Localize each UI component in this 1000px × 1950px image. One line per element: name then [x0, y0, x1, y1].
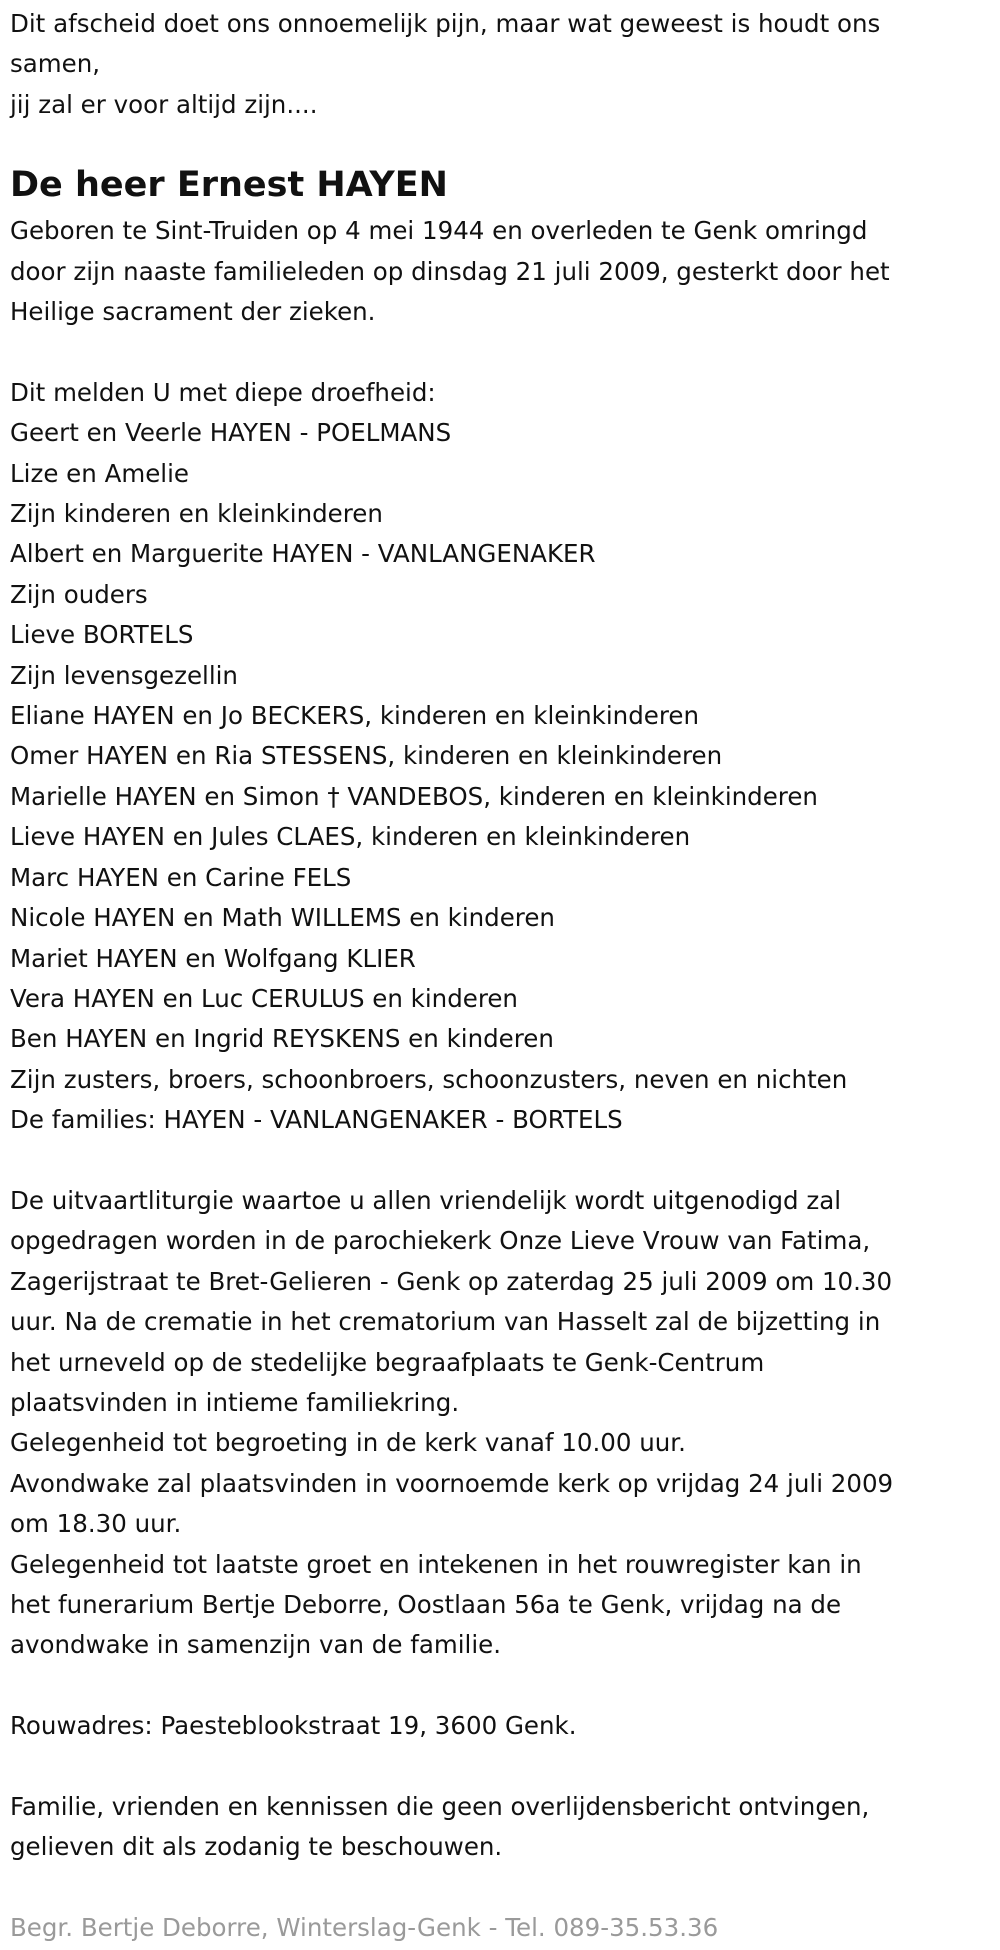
- family-line: Geert en Veerle HAYEN - POELMANS: [10, 418, 452, 448]
- text-line: opgedragen worden in de parochiekerk Onze Lieve Vrouw van Fatima,: [10, 1226, 871, 1256]
- spacer: [10, 1141, 985, 1181]
- text-line: Familie, vrienden en kennissen die geen overlijdensbericht ontvingen,: [10, 1792, 870, 1821]
- verse-line: samen,: [10, 49, 101, 79]
- family-line: Marc HAYEN en Carine FELS: [10, 862, 352, 892]
- text-line: Gelegenheid tot begroeting in de kerk vanaf 10.00 uur.: [10, 1428, 686, 1458]
- text-line: het funerarium Bertje Deborre, Oostlaan 56a te Genk, vrijdag na de: [10, 1590, 842, 1619]
- text-line: het urneveld op de stedelijke begraafplaats te Genk-Centrum: [10, 1347, 765, 1377]
- deceased-name-title: De heer Ernest HAYEN: [10, 165, 448, 206]
- birth-death-paragraph: [10, 211, 985, 332]
- family-line: Lieve HAYEN en Jules CLAES, kinderen en kleinkinderen: [10, 822, 691, 852]
- family-line: Zijn zusters, broers, schoonbroers, schoonzusters, neven en nichten: [10, 1064, 848, 1094]
- text-line: Geboren te Sint-Truiden op 4 mei 1944 en overleden te Genk omringd: [10, 216, 868, 246]
- spacer: [10, 332, 985, 372]
- text-line: avondwake in samenzijn van de familie.: [10, 1630, 501, 1660]
- text-line: Avondwake zal plaatsvinden in voornoemde kerk op vrijdag 24 juli 2009: [10, 1468, 894, 1498]
- family-line: Zijn levensgezellin: [10, 660, 238, 690]
- notice-paragraph: [10, 1787, 985, 1868]
- text-line: door zijn naaste familieleden op dinsdag 21 juli 2009, gesterkt door het: [10, 256, 890, 286]
- text-line: uur. Na de crematie in het crematorium van Hasselt zal de bijzetting in: [10, 1307, 881, 1337]
- family-line: Mariet HAYEN en Wolfgang KLIER: [10, 943, 416, 973]
- family-line: De families: HAYEN - VANLANGENAKER - BORTELS: [10, 1105, 623, 1135]
- family-line: Albert en Marguerite HAYEN - VANLANGENAKER: [10, 539, 596, 569]
- family-line: Dit melden U met diepe droefheid:: [10, 377, 436, 407]
- family-line: Marielle HAYEN en Simon † VANDEBOS, kinderen en kleinkinderen: [10, 781, 818, 811]
- family-line: Ben HAYEN en Ingrid REYSKENS en kinderen: [10, 1024, 554, 1054]
- text-line: Zagerijstraat te Bret-Gelieren - Genk op zaterdag 25 juli 2009 om 10.30: [10, 1266, 893, 1296]
- text-line: De uitvaartliturgie waartoe u allen vriendelijk wordt uitgenodigd zal: [10, 1185, 842, 1215]
- family-line: Nicole HAYEN en Math WILLEMS en kinderen: [10, 903, 555, 933]
- funeral-director-footer: Begr. Bertje Deborre, Winterslag-Genk - Tel. 089-35.53.36: [10, 1913, 719, 1943]
- text-line: om 18.30 uur.: [10, 1509, 182, 1539]
- family-line: Omer HAYEN en Ria STESSENS, kinderen en kleinkinderen: [10, 741, 723, 771]
- spacer: [10, 1666, 985, 1706]
- spacer: [10, 1747, 985, 1787]
- verse-line: Dit afscheid doet ons onnoemelijk pijn, maar wat geweest is houdt ons: [10, 9, 881, 38]
- family-list: [10, 373, 985, 1141]
- mourning-address: Rouwadres: Paesteblookstraat 19, 3600 Genk.: [10, 1711, 577, 1741]
- text-line: Heilige sacrament der zieken.: [10, 297, 376, 327]
- family-line: Lieve BORTELS: [10, 620, 194, 650]
- memorial-verse: [10, 4, 985, 125]
- ceremony-paragraph: [10, 1181, 985, 1666]
- family-line: Zijn kinderen en kleinkinderen: [10, 499, 383, 529]
- text-line: gelieven dit als zodanig te beschouwen.: [10, 1832, 503, 1862]
- obituary-notice: [10, 4, 985, 1949]
- verse-line: jij zal er voor altijd zijn....: [10, 89, 318, 119]
- spacer: [10, 1868, 985, 1908]
- family-line: Vera HAYEN en Luc CERULUS en kinderen: [10, 983, 518, 1013]
- family-line: Lize en Amelie: [10, 458, 189, 488]
- text-line: Gelegenheid tot laatste groet en intekenen in het rouwregister kan in: [10, 1549, 862, 1579]
- family-line: Eliane HAYEN en Jo BECKERS, kinderen en kleinkinderen: [10, 701, 699, 731]
- family-line: Zijn ouders: [10, 579, 148, 609]
- text-line: plaatsvinden in intieme familiekring.: [10, 1387, 460, 1417]
